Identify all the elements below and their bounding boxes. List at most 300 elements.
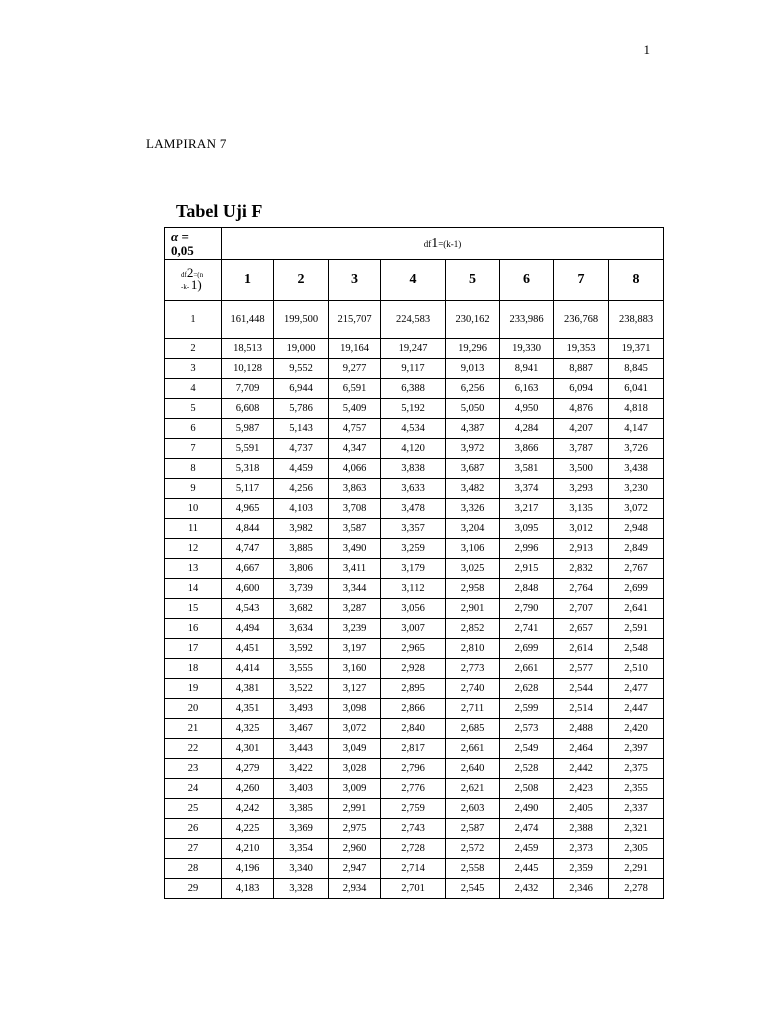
table-cell: 2,397 <box>609 739 664 759</box>
table-cell: 2,699 <box>500 639 554 659</box>
table-cell: 2,947 <box>329 859 381 879</box>
table-row <box>165 719 664 739</box>
table-cell: 2,549 <box>500 739 554 759</box>
table-cell: 3,095 <box>500 519 554 539</box>
table-cell: 3,127 <box>329 679 381 699</box>
column-header-6: 6 <box>500 260 554 301</box>
column-header-7: 7 <box>554 260 609 301</box>
table-row <box>165 739 664 759</box>
table-cell: 3,112 <box>381 579 446 599</box>
table-cell: 3,634 <box>274 619 329 639</box>
table-cell: 224,583 <box>381 301 446 339</box>
row-df2-value: 11 <box>165 519 222 539</box>
page-number: 1 <box>643 42 650 57</box>
table-cell: 3,374 <box>500 479 554 499</box>
df1-label <box>222 228 664 260</box>
table-cell: 2,375 <box>609 759 664 779</box>
table-cell: 19,353 <box>554 339 609 359</box>
table-cell: 2,996 <box>500 539 554 559</box>
table-cell: 3,482 <box>446 479 500 499</box>
column-header-1: 1 <box>222 260 274 301</box>
table-row <box>165 439 664 459</box>
table-row <box>165 799 664 819</box>
table-cell: 2,965 <box>381 639 446 659</box>
table-cell: 2,776 <box>381 779 446 799</box>
table-cell: 4,301 <box>222 739 274 759</box>
alpha-cell <box>165 228 222 260</box>
table-cell: 3,633 <box>381 479 446 499</box>
table-cell: 2,528 <box>500 759 554 779</box>
table-cell: 2,640 <box>446 759 500 779</box>
table-cell: 3,411 <box>329 559 381 579</box>
column-header-8: 8 <box>609 260 664 301</box>
table-row <box>165 419 664 439</box>
table-row <box>165 839 664 859</box>
table-cell: 2,373 <box>554 839 609 859</box>
table-cell: 2,767 <box>609 559 664 579</box>
table-cell: 2,432 <box>500 879 554 899</box>
row-df2-value: 17 <box>165 639 222 659</box>
row-df2-value: 18 <box>165 659 222 679</box>
table-cell: 3,885 <box>274 539 329 559</box>
table-cell: 5,117 <box>222 479 274 499</box>
table-cell: 2,573 <box>500 719 554 739</box>
table-cell: 3,293 <box>554 479 609 499</box>
table-cell: 3,230 <box>609 479 664 499</box>
table-cell: 2,991 <box>329 799 381 819</box>
row-df2-value: 28 <box>165 859 222 879</box>
row-df2-value: 13 <box>165 559 222 579</box>
table-cell: 2,572 <box>446 839 500 859</box>
table-cell: 3,028 <box>329 759 381 779</box>
df1-prefix: df <box>423 238 432 249</box>
table-cell: 3,106 <box>446 539 500 559</box>
table-cell: 2,474 <box>500 819 554 839</box>
table-cell: 4,757 <box>329 419 381 439</box>
table-cell: 6,041 <box>609 379 664 399</box>
table-row <box>165 301 664 339</box>
table-cell: 2,405 <box>554 799 609 819</box>
table-cell: 3,049 <box>329 739 381 759</box>
row-df2-value: 25 <box>165 799 222 819</box>
table-cell: 8,941 <box>500 359 554 379</box>
table-cell: 5,143 <box>274 419 329 439</box>
table-cell: 2,832 <box>554 559 609 579</box>
table-cell: 2,764 <box>554 579 609 599</box>
df2-line2: -k- <box>181 283 190 291</box>
table-cell: 4,351 <box>222 699 274 719</box>
table-cell: 2,817 <box>381 739 446 759</box>
table-cell: 5,409 <box>329 399 381 419</box>
table-cell: 4,965 <box>222 499 274 519</box>
table-cell: 2,661 <box>446 739 500 759</box>
f-distribution-table <box>164 227 664 899</box>
table-row <box>165 539 664 559</box>
table-cell: 2,895 <box>381 679 446 699</box>
table-cell: 3,179 <box>381 559 446 579</box>
table-cell: 2,442 <box>554 759 609 779</box>
table-cell: 2,488 <box>554 719 609 739</box>
table-row <box>165 659 664 679</box>
table-cell: 3,160 <box>329 659 381 679</box>
row-df2-value: 21 <box>165 719 222 739</box>
row-df2-value: 3 <box>165 359 222 379</box>
table-cell: 2,459 <box>500 839 554 859</box>
table-cell: 4,183 <box>222 879 274 899</box>
df2-prefix: df <box>181 271 187 279</box>
df1-suffix: =(k-1) <box>438 238 462 249</box>
table-cell: 19,000 <box>274 339 329 359</box>
table-cell: 4,120 <box>381 439 446 459</box>
table-cell: 3,072 <box>609 499 664 519</box>
table-cell: 2,728 <box>381 839 446 859</box>
table-cell: 2,928 <box>381 659 446 679</box>
table-cell: 3,259 <box>381 539 446 559</box>
row-df2-value: 29 <box>165 879 222 899</box>
table-cell: 9,552 <box>274 359 329 379</box>
table-cell: 2,701 <box>381 879 446 899</box>
table-cell: 3,522 <box>274 679 329 699</box>
table-cell: 19,330 <box>500 339 554 359</box>
table-cell: 4,844 <box>222 519 274 539</box>
table-row <box>165 379 664 399</box>
row-df2-value: 10 <box>165 499 222 519</box>
table-cell: 3,708 <box>329 499 381 519</box>
table-cell: 2,278 <box>609 879 664 899</box>
table-cell: 4,950 <box>500 399 554 419</box>
table-cell: 3,587 <box>329 519 381 539</box>
table-cell: 238,883 <box>609 301 664 339</box>
table-cell: 3,403 <box>274 779 329 799</box>
table-cell: 3,135 <box>554 499 609 519</box>
table-cell: 3,197 <box>329 639 381 659</box>
alpha-symbol: α <box>171 228 179 244</box>
table-cell: 2,621 <box>446 779 500 799</box>
table-cell: 2,934 <box>329 879 381 899</box>
table-cell: 2,321 <box>609 819 664 839</box>
table-row <box>165 399 664 419</box>
table-cell: 4,381 <box>222 679 274 699</box>
table-cell: 2,913 <box>554 539 609 559</box>
table-cell: 2,915 <box>500 559 554 579</box>
column-header-4: 4 <box>381 260 446 301</box>
table-cell: 2,901 <box>446 599 500 619</box>
table-cell: 3,493 <box>274 699 329 719</box>
table-cell: 4,347 <box>329 439 381 459</box>
df2-subscript: 2 <box>186 265 194 280</box>
table-cell: 4,667 <box>222 559 274 579</box>
table-cell: 3,422 <box>274 759 329 779</box>
table-cell: 4,260 <box>222 779 274 799</box>
table-cell: 2,614 <box>554 639 609 659</box>
table-cell: 2,445 <box>500 859 554 879</box>
table-cell: 2,711 <box>446 699 500 719</box>
table-cell: 7,709 <box>222 379 274 399</box>
table-cell: 8,887 <box>554 359 609 379</box>
table-cell: 19,371 <box>609 339 664 359</box>
table-cell: 3,204 <box>446 519 500 539</box>
table-row <box>165 339 664 359</box>
table-cell: 6,163 <box>500 379 554 399</box>
table-cell: 2,490 <box>500 799 554 819</box>
table-cell: 4,747 <box>222 539 274 559</box>
row-df2-value: 19 <box>165 679 222 699</box>
table-cell: 4,325 <box>222 719 274 739</box>
table-cell: 3,682 <box>274 599 329 619</box>
table-cell: 3,344 <box>329 579 381 599</box>
table-cell: 2,840 <box>381 719 446 739</box>
table-row <box>165 499 664 519</box>
table-cell: 161,448 <box>222 301 274 339</box>
table-cell: 4,534 <box>381 419 446 439</box>
table-body <box>165 301 664 899</box>
table-cell: 6,094 <box>554 379 609 399</box>
table-cell: 2,759 <box>381 799 446 819</box>
table-row <box>165 599 664 619</box>
table-cell: 236,768 <box>554 301 609 339</box>
table-cell: 3,490 <box>329 539 381 559</box>
table-cell: 2,544 <box>554 679 609 699</box>
table-cell: 2,849 <box>609 539 664 559</box>
table-cell: 5,192 <box>381 399 446 419</box>
row-df2-value: 7 <box>165 439 222 459</box>
row-df2-value: 12 <box>165 539 222 559</box>
table-cell: 230,162 <box>446 301 500 339</box>
table-cell: 2,958 <box>446 579 500 599</box>
row-df2-value: 6 <box>165 419 222 439</box>
table-cell: 4,103 <box>274 499 329 519</box>
table-cell: 3,007 <box>381 619 446 639</box>
column-header-2: 2 <box>274 260 329 301</box>
table-cell: 2,960 <box>329 839 381 859</box>
row-df2-value: 14 <box>165 579 222 599</box>
table-cell: 2,707 <box>554 599 609 619</box>
table-cell: 2,346 <box>554 879 609 899</box>
table-cell: 233,986 <box>500 301 554 339</box>
table-cell: 2,423 <box>554 779 609 799</box>
table-cell: 2,355 <box>609 779 664 799</box>
table-cell: 2,359 <box>554 859 609 879</box>
table-cell: 2,685 <box>446 719 500 739</box>
table-cell: 3,098 <box>329 699 381 719</box>
table-cell: 2,810 <box>446 639 500 659</box>
table-cell: 6,388 <box>381 379 446 399</box>
table-cell: 5,786 <box>274 399 329 419</box>
table-row <box>165 679 664 699</box>
table-cell: 4,600 <box>222 579 274 599</box>
column-header-5: 5 <box>446 260 500 301</box>
appendix-label: LAMPIRAN 7 <box>146 136 227 151</box>
table-cell: 10,128 <box>222 359 274 379</box>
table-cell: 3,443 <box>274 739 329 759</box>
table-title: Tabel Uji F <box>176 201 263 221</box>
table-cell: 4,225 <box>222 819 274 839</box>
row-df2-value: 22 <box>165 739 222 759</box>
table-cell: 2,545 <box>446 879 500 899</box>
table-cell: 18,513 <box>222 339 274 359</box>
table-cell: 4,737 <box>274 439 329 459</box>
table-cell: 3,838 <box>381 459 446 479</box>
table-cell: 3,787 <box>554 439 609 459</box>
table-cell: 4,066 <box>329 459 381 479</box>
row-df2-value: 26 <box>165 819 222 839</box>
table-cell: 4,387 <box>446 419 500 439</box>
table-cell: 2,740 <box>446 679 500 699</box>
table-cell: 3,025 <box>446 559 500 579</box>
table-cell: 2,510 <box>609 659 664 679</box>
table-cell: 2,661 <box>500 659 554 679</box>
table-cell: 3,438 <box>609 459 664 479</box>
table-cell: 3,369 <box>274 819 329 839</box>
table-cell: 3,500 <box>554 459 609 479</box>
table-cell: 3,217 <box>500 499 554 519</box>
table-cell: 19,164 <box>329 339 381 359</box>
table-cell: 3,385 <box>274 799 329 819</box>
alpha-equals: = <box>178 228 189 244</box>
table-cell: 3,354 <box>274 839 329 859</box>
table-cell: 2,514 <box>554 699 609 719</box>
table-cell: 2,866 <box>381 699 446 719</box>
table-cell: 2,548 <box>609 639 664 659</box>
column-header-3: 3 <box>329 260 381 301</box>
table-cell: 2,591 <box>609 619 664 639</box>
table-cell: 2,657 <box>554 619 609 639</box>
table-cell: 215,707 <box>329 301 381 339</box>
table-cell: 2,852 <box>446 619 500 639</box>
table-cell: 6,591 <box>329 379 381 399</box>
table-cell: 4,242 <box>222 799 274 819</box>
row-df2-value: 5 <box>165 399 222 419</box>
table-cell: 2,420 <box>609 719 664 739</box>
row-df2-value: 8 <box>165 459 222 479</box>
table-row <box>165 459 664 479</box>
row-df2-value: 23 <box>165 759 222 779</box>
table-cell: 6,944 <box>274 379 329 399</box>
table-cell: 199,500 <box>274 301 329 339</box>
table-cell: 4,256 <box>274 479 329 499</box>
table-cell: 2,464 <box>554 739 609 759</box>
table-cell: 2,587 <box>446 819 500 839</box>
table-row <box>165 559 664 579</box>
row-df2-value: 9 <box>165 479 222 499</box>
table-cell: 2,790 <box>500 599 554 619</box>
table-cell: 4,494 <box>222 619 274 639</box>
row-df2-value: 27 <box>165 839 222 859</box>
table-cell: 2,388 <box>554 819 609 839</box>
table-cell: 2,741 <box>500 619 554 639</box>
table-row <box>165 519 664 539</box>
table-cell: 2,477 <box>609 679 664 699</box>
table-cell: 3,806 <box>274 559 329 579</box>
table-cell: 3,982 <box>274 519 329 539</box>
table-cell: 3,555 <box>274 659 329 679</box>
row-df2-value: 2 <box>165 339 222 359</box>
table-cell: 3,072 <box>329 719 381 739</box>
column-header-row <box>165 260 664 301</box>
table-cell: 9,013 <box>446 359 500 379</box>
table-cell: 4,451 <box>222 639 274 659</box>
alpha-value: 0,05 <box>171 242 194 258</box>
row-df2-value: 20 <box>165 699 222 719</box>
table-cell: 3,592 <box>274 639 329 659</box>
table-cell: 6,608 <box>222 399 274 419</box>
table-row <box>165 359 664 379</box>
table-cell: 2,975 <box>329 819 381 839</box>
table-cell: 19,296 <box>446 339 500 359</box>
table-cell: 8,845 <box>609 359 664 379</box>
table-cell: 2,699 <box>609 579 664 599</box>
table-cell: 3,866 <box>500 439 554 459</box>
table-cell: 2,948 <box>609 519 664 539</box>
table-cell: 5,318 <box>222 459 274 479</box>
table-cell: 3,687 <box>446 459 500 479</box>
df2-line2-big: 1) <box>190 277 202 292</box>
alpha-header-row <box>165 228 664 260</box>
table-cell: 5,050 <box>446 399 500 419</box>
table-cell: 3,009 <box>329 779 381 799</box>
table-cell: 3,467 <box>274 719 329 739</box>
table-cell: 5,987 <box>222 419 274 439</box>
table-cell: 4,210 <box>222 839 274 859</box>
row-df2-value: 4 <box>165 379 222 399</box>
table-cell: 3,326 <box>446 499 500 519</box>
table-cell: 3,340 <box>274 859 329 879</box>
table-cell: 2,603 <box>446 799 500 819</box>
table-cell: 2,714 <box>381 859 446 879</box>
table-row <box>165 579 664 599</box>
table-cell: 4,207 <box>554 419 609 439</box>
table-cell: 3,726 <box>609 439 664 459</box>
table-cell: 3,739 <box>274 579 329 599</box>
table-cell: 2,743 <box>381 819 446 839</box>
df1-subscript: 1 <box>431 235 439 251</box>
table-row <box>165 819 664 839</box>
table-cell: 19,247 <box>381 339 446 359</box>
table-cell: 2,558 <box>446 859 500 879</box>
table-cell: 2,577 <box>554 659 609 679</box>
table-cell: 4,459 <box>274 459 329 479</box>
table-cell: 9,117 <box>381 359 446 379</box>
table-row <box>165 699 664 719</box>
table-cell: 3,287 <box>329 599 381 619</box>
table-cell: 4,876 <box>554 399 609 419</box>
table-cell: 6,256 <box>446 379 500 399</box>
table-cell: 9,277 <box>329 359 381 379</box>
table-cell: 2,508 <box>500 779 554 799</box>
table-cell: 2,773 <box>446 659 500 679</box>
table-cell: 3,863 <box>329 479 381 499</box>
table-cell: 2,599 <box>500 699 554 719</box>
row-df2-value: 15 <box>165 599 222 619</box>
table-cell: 2,337 <box>609 799 664 819</box>
row-df2-value: 16 <box>165 619 222 639</box>
table-cell: 3,239 <box>329 619 381 639</box>
table-cell: 4,543 <box>222 599 274 619</box>
table-row <box>165 639 664 659</box>
table-cell: 3,056 <box>381 599 446 619</box>
table-cell: 3,328 <box>274 879 329 899</box>
table-cell: 4,147 <box>609 419 664 439</box>
table-row <box>165 479 664 499</box>
table-cell: 4,818 <box>609 399 664 419</box>
row-df2-value: 24 <box>165 779 222 799</box>
table-cell: 4,284 <box>500 419 554 439</box>
table-cell: 3,478 <box>381 499 446 519</box>
table-cell: 2,291 <box>609 859 664 879</box>
table-cell: 3,012 <box>554 519 609 539</box>
table-row <box>165 779 664 799</box>
table-cell: 2,305 <box>609 839 664 859</box>
